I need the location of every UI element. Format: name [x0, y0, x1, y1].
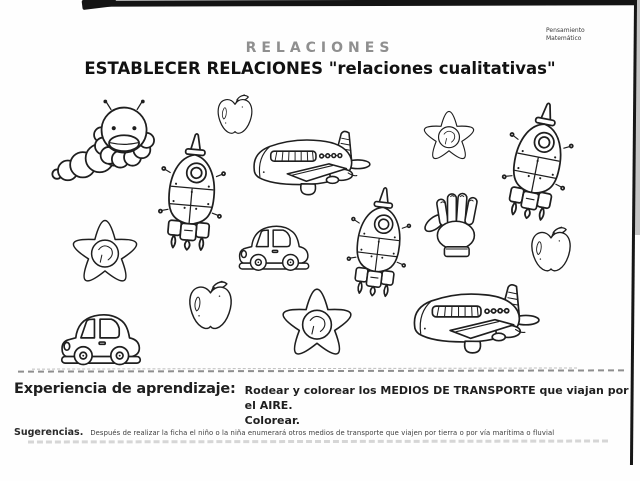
drawing-apple-2: [524, 225, 578, 275]
drawing-rocket-1: [151, 127, 233, 253]
drawing-caterpillar: [50, 97, 155, 195]
suggestion-text: Después de realizar la ficha el niño o la niña enumerará otros medios de transporte que viajen por tierra o por vía marítima o fluvial: [90, 429, 555, 437]
scan-edge-top-blob: [82, 0, 117, 10]
instruction-row: [14, 381, 632, 428]
drawing-flower-2: [58, 211, 152, 293]
drawing-flower-3: [272, 279, 362, 367]
corner-note-line1: Pensamiento: [546, 27, 585, 34]
instruction-label: Experiencia de aprendizaje:: [14, 381, 236, 397]
drawing-car-2: [58, 302, 144, 370]
page-title: ESTABLECER RELACIONES "relaciones cualitativas": [84, 59, 556, 78]
drawing-apple-3: [182, 279, 239, 333]
divider-line: [18, 369, 624, 372]
instruction-text: [245, 381, 632, 428]
drawing-airplane-2: [400, 279, 547, 365]
drawing-rocket-2: [492, 90, 585, 227]
scan-edge-top: [84, 0, 640, 7]
corner-note: [546, 27, 585, 43]
suggestion-row: [14, 427, 632, 438]
drawing-car-1: [236, 214, 312, 276]
instruction-line2: Colorear.: [244, 414, 300, 427]
drawing-hand: [422, 186, 488, 260]
drawing-flower-1: [417, 104, 481, 168]
suggestion-label: Sugerencias.: [14, 427, 84, 438]
instruction-line1: Rodear y colorear los MEDIOS DE TRANSPORTE que viajan por el AIRE.: [244, 384, 629, 412]
scan-smudge-line: [28, 439, 608, 443]
section-heading: RELACIONES: [245, 40, 395, 56]
corner-note-line2: Matemático: [546, 35, 582, 42]
